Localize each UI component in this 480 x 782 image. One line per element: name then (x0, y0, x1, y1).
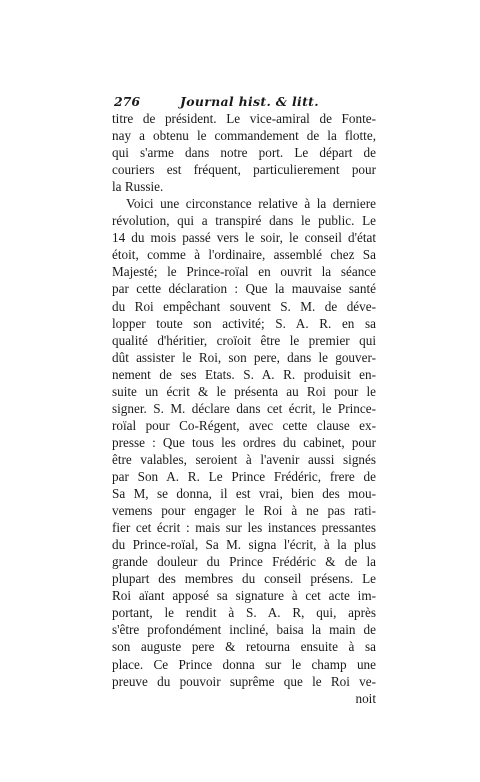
running-title: Journal hist. & litt. (180, 94, 319, 109)
text-line: s'être profondément incliné, baisa la main de (112, 622, 376, 638)
text-line: dût assister le Roi, son pere, dans le gouver- (112, 349, 376, 365)
text-line: plupart des membres du conseil présens. Le (112, 571, 376, 587)
catchword: noit (355, 690, 376, 706)
text-line: vemens pour engager le Roi à ne pas rati- (112, 503, 376, 519)
text-line: la Russie. (112, 179, 164, 195)
text-line: grande douleur du Prince Frédéric & de la (112, 554, 376, 570)
text-line: place. Ce Prince donna sur le champ une (112, 656, 376, 672)
text-line: lopper toute son activité; S. A. R. en sa (112, 315, 376, 331)
body-text (112, 110, 376, 707)
text-line: son auguste pere & retourna ensuite à sa (112, 639, 376, 655)
text-line: portant, le rendit à S. A. R, qui, après (112, 605, 376, 621)
text-line: 14 du mois passé vers le soir, le conseil d'état (112, 230, 376, 246)
text-line: être valables, seroient à l'avenir aussi signés (112, 451, 376, 467)
text-line: fier cet écrit : mais sur les instances pressantes (112, 520, 376, 536)
text-line: Majesté; le Prince-roïal en ouvrit la séance (112, 264, 376, 280)
text-line: révolution, qui a transpiré dans le public. Le (112, 213, 376, 229)
text-line: par cette déclaration : Que la mauvaise santé (112, 281, 376, 297)
text-line: du Roi empêchant souvent S. M. de déve- (112, 298, 376, 314)
text-line: Sa M, se donna, il est vrai, bien des mou- (112, 486, 376, 502)
text-line: nement de ses Etats. S. A. R. produisit en- (112, 366, 376, 382)
text-line: roïal pour Co-Régent, avec cette clause ex- (112, 417, 376, 433)
text-line: qualité d'héritier, croïoit être le premier qui (112, 332, 376, 348)
page-number: 276 (114, 94, 141, 109)
text-line: qui s'arme dans notre port. Le départ de (112, 145, 376, 161)
text-line: Roi aïant apposé sa signature à cet acte im- (112, 588, 376, 604)
text-line: preuve du pouvoir suprême que le Roi ve- (112, 673, 376, 689)
text-line: étoit, comme à l'ordinaire, assemblé chez Sa (112, 247, 376, 263)
text-line: presse : Que tous les ordres du cabinet, pour (112, 434, 376, 450)
text-line: du Prince-roïal, Sa M. signa l'écrit, à la plus (112, 537, 376, 553)
text-line: signer. S. M. déclare dans cet écrit, le Prince- (112, 400, 376, 416)
page-header (112, 94, 376, 110)
text-line: nay a obtenu le commandement de la flotte, (112, 128, 376, 144)
book-page (112, 94, 376, 707)
text-line: couriers est fréquent, particulierement pour (112, 162, 376, 178)
paragraph (112, 110, 376, 195)
text-line: suite un écrit & le présenta au Roi pour le (112, 383, 376, 399)
text-line: Voici une circonstance relative à la derniere (126, 196, 376, 212)
text-line: par Son A. R. Le Prince Frédéric, frere de (112, 468, 376, 484)
text-line: titre de président. Le vice-amiral de Fonte- (112, 111, 376, 126)
paragraph (112, 195, 376, 689)
